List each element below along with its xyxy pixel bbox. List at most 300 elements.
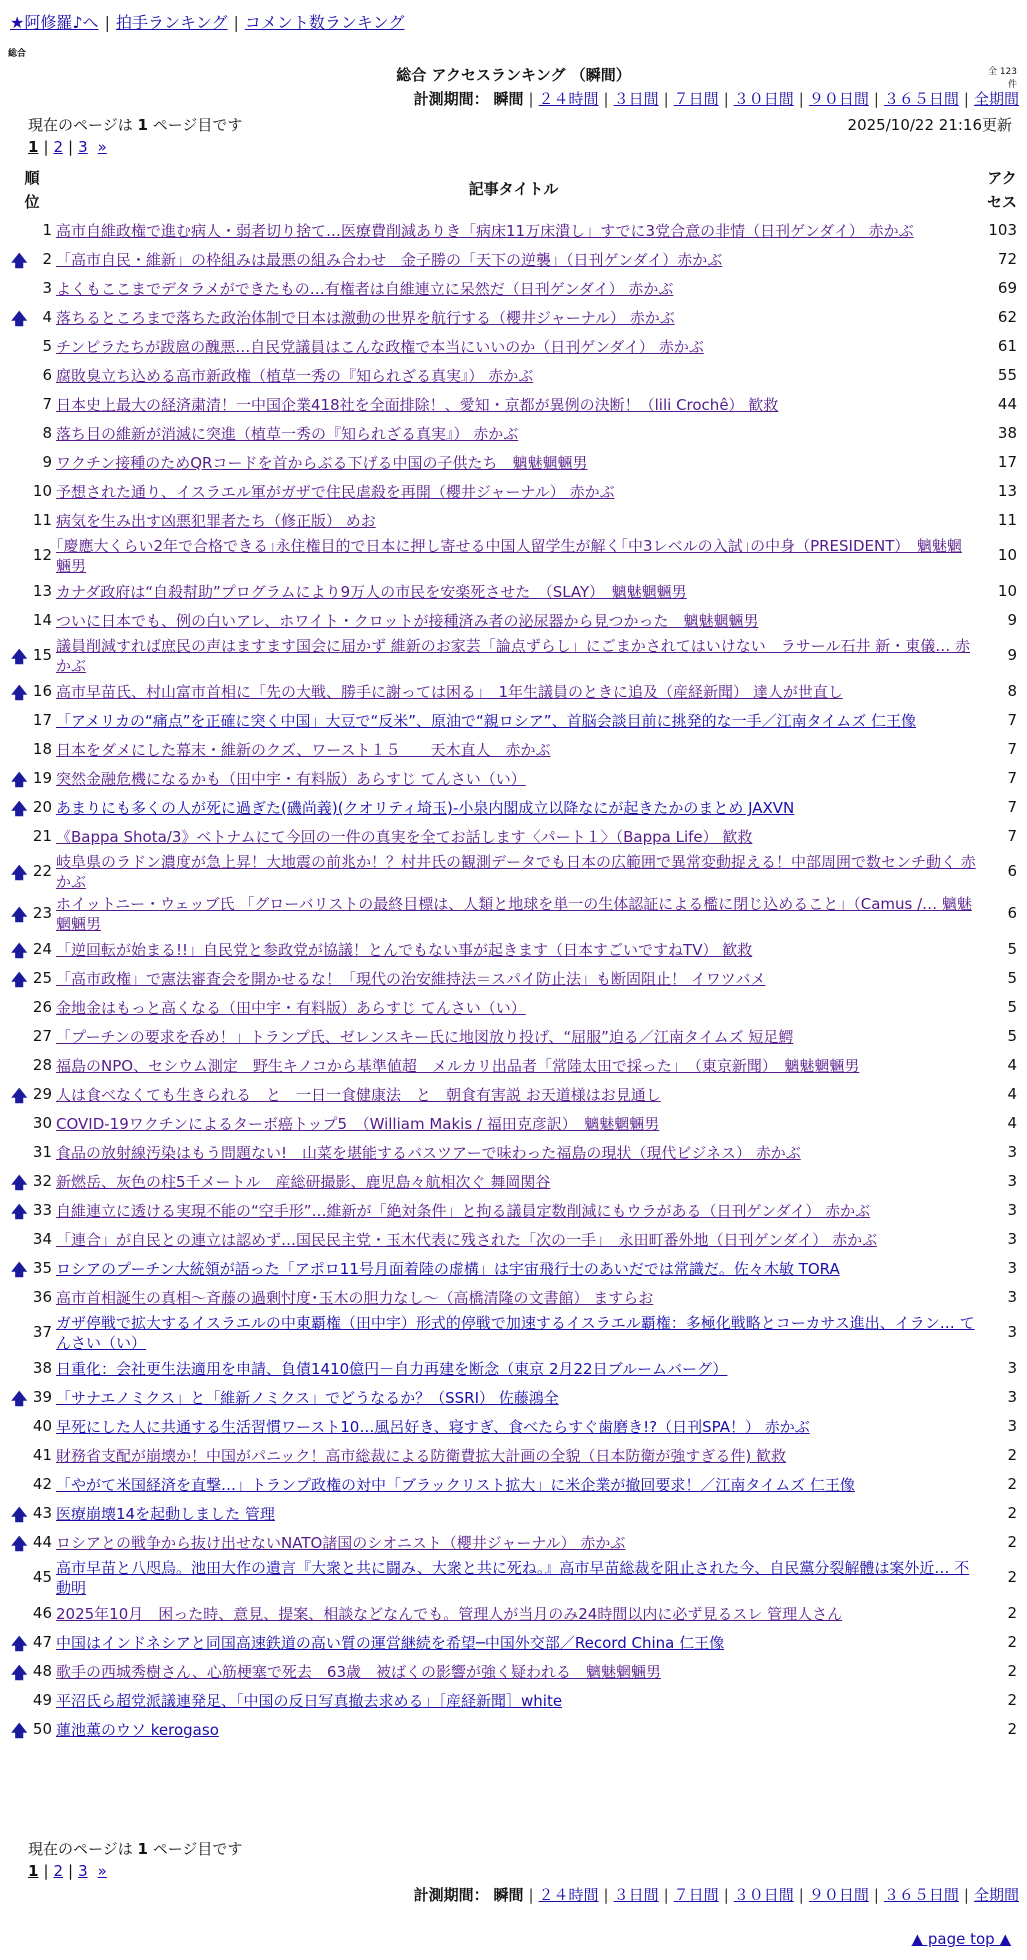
article-title-link[interactable]: 福島のNPO、セシウム測定 野生キノコから基準値超 メルカリ出品者「常陸太田で採った」 （東京新聞） 魑魅魍魎男 [56, 1057, 860, 1075]
table-row [0, 1167, 1027, 1196]
rank-number: 40 [32, 1417, 52, 1435]
table-row [0, 635, 1027, 677]
rank-up-arrow-icon: 🡅 [11, 799, 28, 818]
article-title-cell [56, 221, 976, 241]
rank-up-arrow-icon: 🡅 [11, 1389, 28, 1408]
article-title-link[interactable]: 「アメリカの“痛点”を正確に突く中国」大豆で“反米”、原油で“親ロシア”、首脳会談目前に挑発的な一手／江南タイムズ 仁王像 [56, 712, 917, 730]
rank-up-arrow-icon: 🡅 [11, 1721, 28, 1740]
article-title-link[interactable]: 高市自維政権で進む病人・弱者切り捨て…医療費削減ありき「病床11万床潰し」すでに3党合意の非情（日刊ゲンダイ） 赤かぶ [56, 222, 914, 240]
article-title-link[interactable]: 平沼氏ら超党派議連発足、「中国の反日写真撤去求める」［産経新聞］white [56, 1692, 563, 1710]
table-row [0, 506, 1027, 535]
rank-number: 13 [32, 582, 52, 600]
access-count: 3 [1007, 1288, 1017, 1306]
access-count: 8 [1007, 682, 1017, 700]
period-24h-link[interactable]: ２４時間 [538, 90, 599, 108]
access-count: 2 [1007, 1504, 1017, 1522]
rank-number: 29 [32, 1085, 52, 1103]
article-title-link[interactable]: 日本史上最大の経済粛清！一中国企業418社を全面排除！、愛知・京都が異例の決断！（lili Crochê） 歓救 [56, 396, 779, 414]
period-selector-bottom: 計測期間： 瞬間 | ２４時間 | ３日間 | ７日間 | ３０日間 | ９０日間 | ３６５日間 | 全期間 [413, 1886, 1019, 1904]
table-row [0, 1138, 1027, 1167]
period-3d-link[interactable]: ３日間 [613, 90, 659, 108]
rank-number: 3 [42, 279, 52, 297]
rank-number: 30 [32, 1114, 52, 1132]
article-title-link[interactable]: ワクチン接種のためQRコードを首からぶる下げる中国の子供たち 魑魅魍魎男 [56, 454, 588, 472]
article-title-link[interactable]: あまりにも多くの人が死に過ぎた(磯尚義)(クオリティ埼玉)-小泉内閣成立以降なにが起きたかのまとめ JAXVN [56, 799, 795, 817]
pager-next[interactable]: » [97, 138, 107, 156]
nav-separator: | [233, 13, 239, 32]
article-title-link[interactable]: 歌手の西城秀樹さん、心筋梗塞で死去 63歳 被ばくの影響が強く疑われる 魑魅魍魎男 [56, 1663, 661, 1681]
access-count: 3 [1007, 1259, 1017, 1277]
rank-number: 42 [32, 1475, 52, 1493]
article-title-cell [56, 682, 976, 702]
table-row [0, 390, 1027, 419]
pager-bottom: 1 | 2 | 3 » [28, 1862, 107, 1880]
article-title-cell [56, 1388, 976, 1408]
table-row [0, 577, 1027, 606]
access-count: 11 [997, 511, 1017, 529]
rank-up-arrow-icon: 🡅 [11, 941, 28, 960]
article-title-cell [56, 611, 976, 631]
rank-up-arrow-icon: 🡅 [11, 1260, 28, 1279]
period-365d-link[interactable]: ３６５日間 [883, 90, 959, 108]
access-count: 9 [1007, 611, 1017, 629]
article-title-link[interactable]: 財務省支配が崩壊か！中国がパニック！高市総裁による防衛費拡大計画の全貌（日本防衛が強すぎる件) 歓救 [56, 1447, 787, 1465]
access-count: 7 [1007, 769, 1017, 787]
rank-up-arrow-icon: 🡅 [11, 863, 28, 882]
article-title-cell [56, 511, 976, 531]
access-count: 69 [997, 279, 1017, 297]
rank-up-arrow-icon: 🡅 [11, 251, 28, 270]
table-row [0, 1557, 1027, 1599]
rank-number: 44 [32, 1533, 52, 1551]
article-title-cell [56, 1056, 976, 1076]
table-row [0, 477, 1027, 506]
rank-number: 7 [42, 395, 52, 413]
access-count: 3 [1007, 1230, 1017, 1248]
article-title-link[interactable]: 「プーチンの要求を呑め！」トランプ氏、ゼレンスキー氏に地図放り投げ、“屈服”迫る／江南タイムズ 短足鰐 [56, 1028, 794, 1046]
article-title-cell [56, 711, 976, 731]
article-title-cell [56, 308, 976, 328]
article-title-link[interactable]: 2025年10月 困った時、意見、提案、相談などなんでも。管理人が当月のみ24時間以内に必ず見るスレ 管理人さん [56, 1605, 843, 1623]
access-count: 3 [1007, 1143, 1017, 1161]
period-all-link[interactable]: 全期間 [973, 90, 1019, 108]
access-count: 7 [1007, 740, 1017, 758]
rank-number: 1 [42, 221, 52, 239]
col-rank-header: 順位 [24, 169, 40, 211]
rank-up-arrow-icon: 🡅 [11, 1173, 28, 1192]
table-row [0, 1499, 1027, 1528]
article-title-link[interactable]: 日本をダメにした幕末・維新のクズ、ワースト１５ 天木直人 赤かぶ [56, 741, 551, 759]
article-title-link[interactable]: 高市早苗氏、村山富市首相に「先の大戦、勝手に謝っては困る」 1年生議員のときに追及（産経新聞） 達人が世直し [56, 683, 843, 701]
rank-number: 36 [32, 1288, 52, 1306]
article-title-cell [56, 1359, 976, 1379]
article-title-link[interactable]: チンピラたちが跋扈の醜悪…自民党議員はこんな政権で本当にいいのか（日刊ゲンダイ） 赤かぶ [56, 338, 704, 356]
article-title-link[interactable]: 高市首相誕生の真相～斉藤の過剰忖度･玉木の胆力なし～（高橋清隆の文書館） ますらお [56, 1289, 654, 1307]
article-title-cell [56, 424, 976, 444]
article-title-link[interactable]: 高市早苗と八咫烏。池田大作の遺言『大衆と共に闘み、大衆と共に死ね。』高市早苗総裁を阻止された今、自民黨分裂解體は案外近… 不動明 [56, 1559, 970, 1597]
period-30d-link[interactable]: ３０日間 [733, 1886, 794, 1904]
rank-number: 10 [32, 482, 52, 500]
period-24h-link[interactable]: ２４時間 [538, 1886, 599, 1904]
access-count: 3 [1007, 1172, 1017, 1190]
article-title-cell [56, 1504, 976, 1524]
period-30d-link[interactable]: ３０日間 [733, 90, 794, 108]
rank-number: 48 [32, 1662, 52, 1680]
total-count: 全 123 件 [987, 67, 1017, 90]
col-access-header: アクセス [986, 169, 1017, 211]
table-row [0, 361, 1027, 390]
table-row [0, 1528, 1027, 1557]
access-count: 3 [1007, 1417, 1017, 1435]
table-row [0, 332, 1027, 361]
current-page-number: 1 [137, 116, 148, 134]
article-title-cell [56, 536, 976, 576]
article-title-cell [56, 969, 976, 989]
article-title-link[interactable]: 病気を生み出す凶悪犯罪者たち（修正版） めお [56, 512, 376, 530]
access-count: 2 [1007, 1568, 1017, 1586]
article-title-cell [56, 1417, 976, 1437]
access-count: 2 [1007, 1633, 1017, 1651]
rank-number: 22 [32, 862, 52, 880]
access-count: 6 [1007, 904, 1017, 922]
article-title-cell [56, 250, 976, 270]
pager-current: 1 [28, 138, 39, 156]
rank-number: 33 [32, 1201, 52, 1219]
access-count: 38 [997, 424, 1017, 442]
article-title-link[interactable]: ｢慶應大くらい2年で合格できる｣永住権目的で日本に押し寄せる中国人留学生が解く｢中3レベルの入試｣の中身（PRESIDENT） 魑魅魍魎男 [56, 537, 962, 575]
rank-number: 15 [32, 646, 52, 664]
ranking-list [0, 216, 1027, 1744]
rank-up-arrow-icon: 🡅 [11, 1634, 28, 1653]
table-row [0, 606, 1027, 635]
rank-number: 21 [32, 827, 52, 845]
table-row [0, 1022, 1027, 1051]
access-count: 2 [1007, 1604, 1017, 1622]
article-title-cell [56, 395, 976, 415]
table-row [0, 448, 1027, 477]
ranking-title-text: 総合 アクセスランキング （瞬間） [396, 66, 631, 84]
current-page-info-bottom: 現在のページは 1 ページ目です [28, 1840, 243, 1858]
table-row [0, 706, 1027, 735]
article-title-link[interactable]: 医療崩壊14を起動しました 管理 [56, 1505, 275, 1523]
access-count: 5 [1007, 940, 1017, 958]
period-label: 計測期間： [413, 90, 489, 108]
rank-number: 16 [32, 682, 52, 700]
table-row [0, 1225, 1027, 1254]
rank-number: 25 [32, 969, 52, 987]
article-title-cell [56, 1446, 976, 1466]
rank-number: 45 [32, 1568, 52, 1586]
period-all-link[interactable]: 全期間 [973, 1886, 1019, 1904]
table-row [0, 935, 1027, 964]
access-count: 44 [997, 395, 1017, 413]
current-page-info: 現在のページは 1 ページ目です [28, 116, 243, 134]
table-row [0, 893, 1027, 935]
access-count: 2 [1007, 1691, 1017, 1709]
table-row [0, 274, 1027, 303]
period-7d-link[interactable]: ７日間 [673, 1886, 719, 1904]
access-count: 7 [1007, 798, 1017, 816]
table-row [0, 764, 1027, 793]
updated-timestamp: 2025/10/22 21:16更新 [847, 116, 1012, 134]
article-title-link[interactable]: 自維連立に透ける実現不能の“空手形”…維新が「絶対条件」と拘る議員定数削減にもウラがある（日刊ゲンダイ） 赤かぶ [56, 1202, 871, 1220]
article-title-link[interactable]: 人は食べなくても生きられる と 一日一食健康法 と 朝食有害説 お天道様はお見通し [56, 1086, 661, 1104]
access-count: 3 [1007, 1359, 1017, 1377]
article-title-link[interactable]: カナダ政府は“自殺幇助”プログラムにより9万人の市民を安楽死させた （SLAY） 魑魅魍魎男 [56, 583, 687, 601]
access-count: 4 [1007, 1056, 1017, 1074]
ranking-title [0, 64, 1027, 90]
rank-up-arrow-icon: 🡅 [11, 905, 28, 924]
access-count: 72 [997, 250, 1017, 268]
rank-up-arrow-icon: 🡅 [11, 770, 28, 789]
access-count: 2 [1007, 1720, 1017, 1738]
access-count: 2 [1007, 1662, 1017, 1680]
table-row [0, 1657, 1027, 1686]
rank-number: 49 [32, 1691, 52, 1709]
article-title-cell [56, 852, 976, 892]
period-7d-link[interactable]: ７日間 [673, 90, 719, 108]
rank-number: 50 [32, 1720, 52, 1738]
rank-number: 43 [32, 1504, 52, 1522]
article-title-link[interactable]: ロシアとの戦争から抜け出せないNATO諸国のシオニスト（櫻井ジャーナル） 赤かぶ [56, 1534, 626, 1552]
rank-number: 32 [32, 1172, 52, 1190]
article-title-link[interactable]: 食品の放射線汚染はもう問題ない! 山菜を堪能するバスツアーで味わった福島の現状（現代ビジネス） 赤かぶ [56, 1144, 801, 1162]
page-top-link[interactable]: ▲ page top ▲ [911, 1930, 1011, 1948]
article-title-cell [56, 1558, 976, 1598]
article-title-link[interactable]: 「連合」が自民との連立は認めず…国民民主党・玉木代表に残された「次の一手」 永田町番外地（日刊ゲンダイ） 赤かぶ [56, 1231, 878, 1249]
article-title-cell [56, 1604, 976, 1624]
access-count: 9 [1007, 646, 1017, 664]
rank-number: 35 [32, 1259, 52, 1277]
pager-page-3[interactable]: 3 [78, 138, 88, 156]
table-row [0, 1196, 1027, 1225]
rank-number: 11 [32, 511, 52, 529]
article-title-link[interactable]: ホイットニー・ウェッブ氏 「グローバリストの最終目標は、人類と地球を単一の生体認証による檻に閉じ込めること」（Camus /… 魑魅魍魎男 [56, 895, 972, 933]
article-title-cell [56, 798, 976, 818]
rank-number: 24 [32, 940, 52, 958]
article-title-cell [56, 1691, 976, 1711]
access-count: 5 [1007, 998, 1017, 1016]
article-title-link[interactable]: 《Bappa Shota/3》ベトナムにて今回の一件の真実を全てお話します〈パート１〉（Bappa Life） 歓救 [56, 828, 753, 846]
access-count: 3 [1007, 1323, 1017, 1341]
article-title-link[interactable]: 蓮池薫のウソ kerogaso [56, 1721, 219, 1739]
article-title-cell [56, 279, 976, 299]
access-count: 3 [1007, 1201, 1017, 1219]
rank-number: 27 [32, 1027, 52, 1045]
table-row [0, 851, 1027, 893]
period-90d-link[interactable]: ９０日間 [808, 90, 869, 108]
article-title-link[interactable]: 落ち目の維新が消滅に突進（植草一秀の『知られざる真実』） 赤かぶ [56, 425, 519, 443]
table-row [0, 1686, 1027, 1715]
access-count: 4 [1007, 1114, 1017, 1132]
table-row [0, 1441, 1027, 1470]
applause-ranking-link[interactable]: 拍手ランキング [115, 13, 228, 32]
table-row [0, 1599, 1027, 1628]
rank-number: 41 [32, 1446, 52, 1464]
rank-number: 5 [42, 337, 52, 355]
article-title-link[interactable]: 「高市政権」で憲法審査会を開かせるな！「現代の治安維持法＝スパイ防止法」も断固阻止！ イワツバメ [56, 970, 766, 988]
article-title-cell [56, 1533, 976, 1553]
article-title-cell [56, 1201, 976, 1221]
table-row [0, 1312, 1027, 1354]
rank-up-arrow-icon: 🡅 [11, 647, 28, 666]
table-row [0, 1254, 1027, 1283]
article-title-cell [56, 894, 976, 934]
article-title-cell [56, 1172, 976, 1192]
article-title-cell [56, 636, 976, 676]
table-row [0, 964, 1027, 993]
article-title-cell [56, 827, 976, 847]
nav-separator: | [104, 13, 110, 32]
table-row [0, 1051, 1027, 1080]
article-title-cell [56, 582, 976, 602]
access-count: 5 [1007, 969, 1017, 987]
article-title-link[interactable]: 金地金はもっと高くなる（田中宇・有料版）あらすじ てんさい（い） [56, 999, 526, 1017]
article-title-cell [56, 1720, 976, 1740]
article-title-link[interactable]: 新燃岳、灰色の柱5千メートル 産総研撮影、鹿児島々航相次ぐ 舞岡関谷 [56, 1173, 551, 1191]
article-title-cell [56, 1259, 976, 1279]
rank-number: 6 [42, 366, 52, 384]
rank-number: 34 [32, 1230, 52, 1248]
rank-up-arrow-icon: 🡅 [11, 309, 28, 328]
col-title-header: 記事タイトル [468, 180, 559, 198]
article-title-cell [56, 1662, 976, 1682]
access-count: 5 [1007, 1027, 1017, 1045]
access-count: 10 [997, 582, 1017, 600]
rank-number: 46 [32, 1604, 52, 1622]
article-title-link[interactable]: 早死にした人に共通する生活習慣ワースト10…風呂好き、寝すぎ、食べたらすぐ歯磨き!?（日刊SPA！） 赤かぶ [56, 1418, 810, 1436]
article-title-cell [56, 1114, 976, 1134]
rank-number: 14 [32, 611, 52, 629]
table-row [0, 822, 1027, 851]
access-count: 17 [997, 453, 1017, 471]
table-row [0, 677, 1027, 706]
article-title-cell [56, 1475, 976, 1495]
article-title-link[interactable]: 予想された通り、イスラエル軍がガザで住民虐殺を再開（櫻井ジャーナル） 赤かぶ [56, 483, 615, 501]
rank-up-arrow-icon: 🡅 [11, 683, 28, 702]
article-title-link[interactable]: 日重化：会社更生法適用を申請、負債1410億円－自力再建を断念（東京 2月22日ブルームバーグ） [56, 1360, 728, 1378]
rank-number: 17 [32, 711, 52, 729]
article-title-link[interactable]: ロシアのプーチン大統領が語った「アポロ11号月面着陸の虚構」は宇宙飛行士のあいだでは常識だ。佐々木敏 TORA [56, 1260, 840, 1278]
pager-next[interactable]: » [97, 1862, 107, 1880]
article-title-cell [56, 998, 976, 1018]
article-title-link[interactable]: 突然金融危機になるかも（田中宇・有料版）あらすじ てんさい（い） [56, 770, 526, 788]
article-title-cell [56, 1633, 976, 1653]
period-selector-top: 計測期間： 瞬間 | ２４時間 | ３日間 | ７日間 | ３０日間 | ９０日間 | ３６５日間 | 全期間 [413, 90, 1019, 108]
rank-number: 47 [32, 1633, 52, 1651]
rank-up-arrow-icon: 🡅 [11, 1663, 28, 1682]
access-count: 61 [997, 337, 1017, 355]
table-row [0, 1283, 1027, 1312]
rank-number: 18 [32, 740, 52, 758]
rank-number: 26 [32, 998, 52, 1016]
access-count: 13 [997, 482, 1017, 500]
article-title-cell [56, 453, 976, 473]
article-title-link[interactable]: 「サナエノミクス」と「維新ノミクス」でどうなるか？（SSRI） 佐藤鴻全 [56, 1389, 559, 1407]
article-title-cell [56, 1085, 976, 1105]
rank-number: 8 [42, 424, 52, 442]
access-count: 3 [1007, 1388, 1017, 1406]
table-row [0, 245, 1027, 274]
section-label: 総合 [8, 49, 27, 59]
rank-number: 28 [32, 1056, 52, 1074]
pager-page-2[interactable]: 2 [53, 1862, 64, 1880]
rank-number: 20 [32, 798, 52, 816]
rank-number: 31 [32, 1143, 52, 1161]
table-row [0, 1383, 1027, 1412]
table-row [0, 1470, 1027, 1499]
article-title-link[interactable]: よくもここまでデタラメができたもの…有権者は自維連立に呆然だ（日刊ゲンダイ） 赤かぶ [56, 280, 674, 298]
article-title-cell [56, 1288, 976, 1308]
article-title-cell [56, 1313, 976, 1353]
pager-top: 1 | 2 | 3 » [28, 138, 107, 156]
rank-number: 39 [32, 1388, 52, 1406]
article-title-link[interactable]: 岐阜県のラドン濃度が急上昇！大地震の前兆か！？村井氏の観測データでも日本の広範囲で異常変動捉える！中部周囲で数センチ動く 赤かぶ [56, 853, 976, 891]
article-title-link[interactable]: 「高市自民・維新」の枠組みは最悪の組み合わせ 金子勝の「天下の逆襲」（日刊ゲンダイ）赤かぶ [56, 251, 723, 269]
table-row [0, 419, 1027, 448]
table-row [0, 1109, 1027, 1138]
article-title-link[interactable]: COVID-19ワクチンによるターボ癌トップ5 （William Makis / 福田克彦訳） 魑魅魍魎男 [56, 1115, 660, 1133]
article-title-cell [56, 769, 976, 789]
access-count: 2 [1007, 1533, 1017, 1551]
article-title-link[interactable]: ついに日本でも、例の白いアレ、ホワイト・クロットが接種済み者の泌尿器から見つかった 魑魅魍魎男 [56, 612, 759, 630]
article-title-link[interactable]: 中国はインドネシアと同国高速鉄道の高い質の運営継続を希望─中国外交部／Record China 仁王像 [56, 1634, 725, 1652]
article-title-cell [56, 482, 976, 502]
rank-number: 12 [32, 546, 52, 564]
access-count: 62 [997, 308, 1017, 326]
article-title-link[interactable]: 腐敗臭立ち込める高市新政権（植草一秀の『知られざる真実』） 赤かぶ [56, 367, 534, 385]
table-row [0, 303, 1027, 332]
article-title-link[interactable]: 「逆回転が始まる!!」自民党と参政党が協議！とんでもない事が起きます（日本すごいですねTV） 歓救 [56, 941, 753, 959]
rank-number: 19 [32, 769, 52, 787]
table-row [0, 216, 1027, 245]
table-row [0, 993, 1027, 1022]
table-row [0, 1354, 1027, 1383]
access-count: 10 [997, 546, 1017, 564]
top-nav [10, 10, 404, 33]
access-count: 2 [1007, 1475, 1017, 1493]
rank-up-arrow-icon: 🡅 [11, 1534, 28, 1553]
article-title-cell [56, 1027, 976, 1047]
rank-number: 2 [42, 250, 52, 268]
article-title-link[interactable]: 「やがて米国経済を直撃…」トランプ政権の対中「ブラックリスト拡大」に米企業が撤回要求！／江南タイムズ 仁王像 [56, 1476, 855, 1494]
article-title-cell [56, 740, 976, 760]
table-row [0, 1080, 1027, 1109]
period-current: 瞬間 [493, 90, 524, 108]
table-row [0, 1412, 1027, 1441]
rank-number: 4 [42, 308, 52, 326]
rank-up-arrow-icon: 🡅 [11, 1505, 28, 1524]
article-title-link[interactable]: 議員削減すれば庶民の声はますます国会に届かず 維新のお家芸「論点ずらし」にごまかされてはいけない ラサール石井 新・東儀… 赤かぶ [56, 637, 971, 675]
access-count: 6 [1007, 862, 1017, 880]
article-title-cell [56, 940, 976, 960]
pager-page-2[interactable]: 2 [53, 138, 64, 156]
home-link[interactable]: ★阿修羅♪へ [10, 13, 99, 32]
period-365d-link[interactable]: ３６５日間 [883, 1886, 959, 1904]
access-count: 7 [1007, 711, 1017, 729]
table-row [0, 735, 1027, 764]
article-title-cell [56, 337, 976, 357]
table-row [0, 1628, 1027, 1657]
article-title-link[interactable]: ガザ停戦で拡大するイスラエルの中東覇権（田中宇）形式的停戦で加速するイスラエル覇権：多極化戦略とコーカサス進出、イラン… てんさい（い） [56, 1314, 975, 1352]
rank-up-arrow-icon: 🡅 [11, 970, 28, 989]
comment-ranking-link[interactable]: コメント数ランキング [244, 13, 405, 32]
pager-page-3[interactable]: 3 [78, 1862, 88, 1880]
period-90d-link[interactable]: ９０日間 [808, 1886, 869, 1904]
period-3d-link[interactable]: ３日間 [613, 1886, 659, 1904]
article-title-link[interactable]: 落ちるところまで落ちた政治体制で日本は激動の世界を航行する（櫻井ジャーナル） 赤かぶ [56, 309, 675, 327]
table-row [0, 535, 1027, 577]
